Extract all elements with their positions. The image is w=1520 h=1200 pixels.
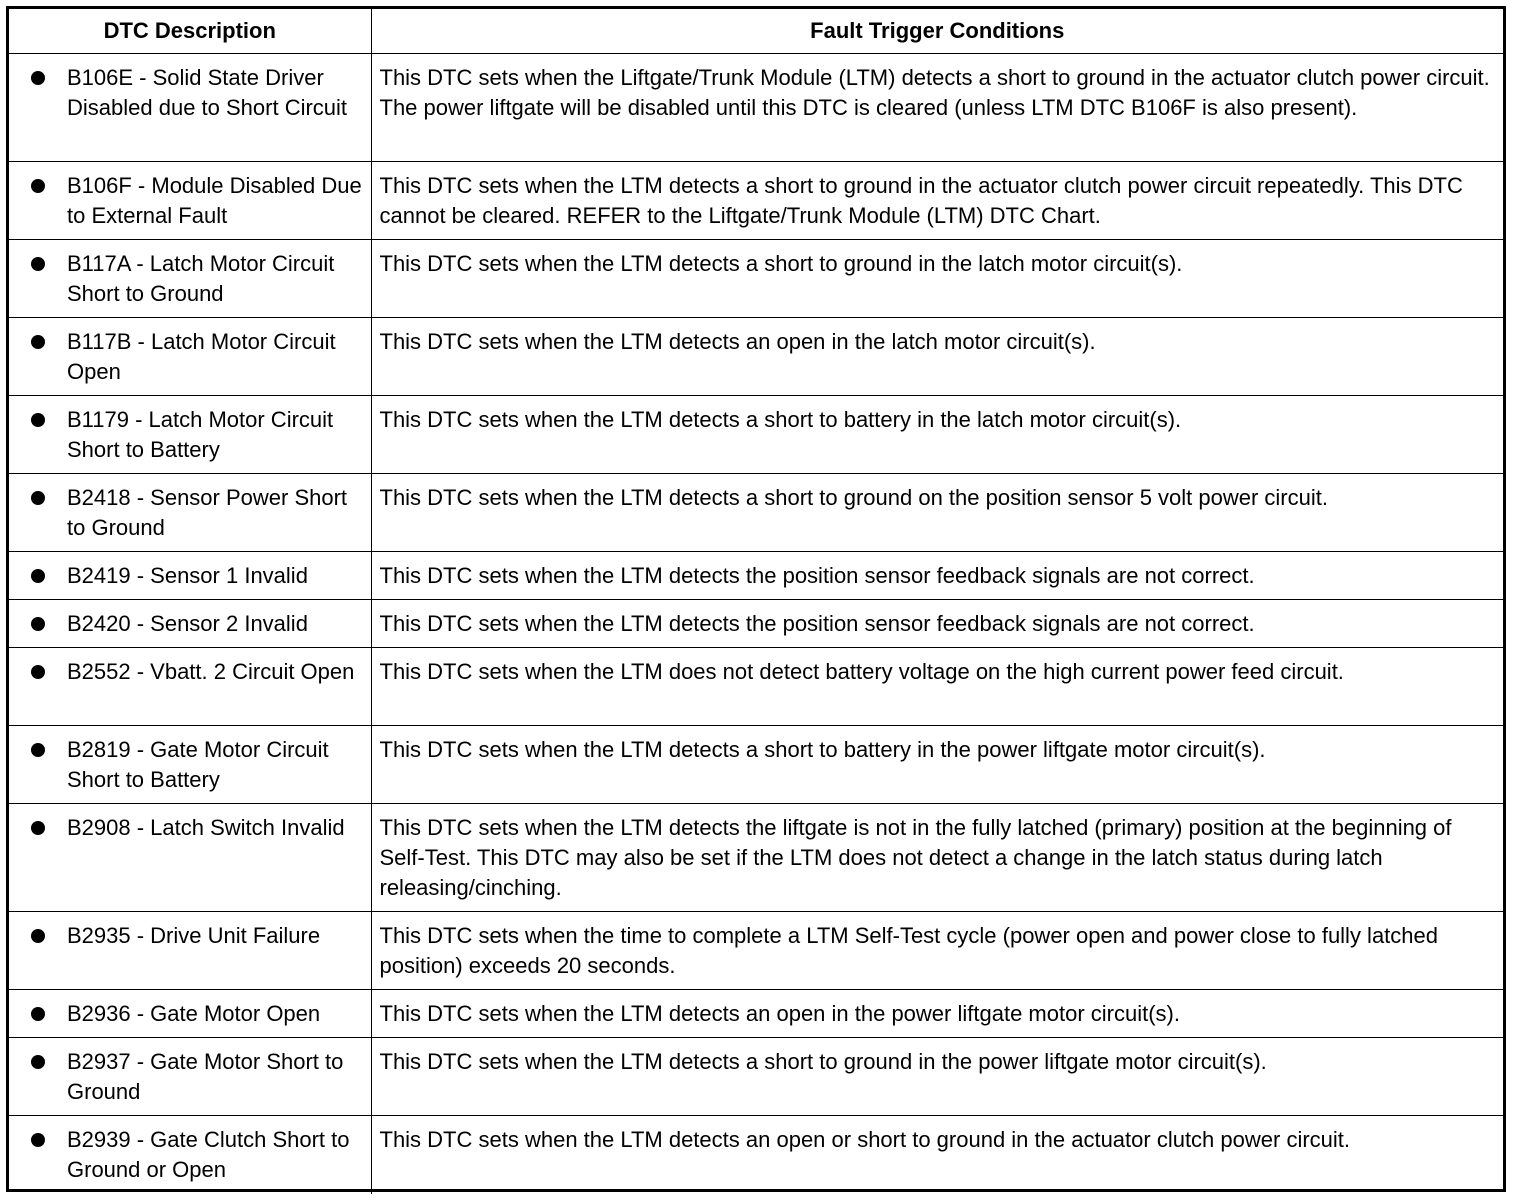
header-dtc-description: DTC Description <box>9 9 371 54</box>
dtc-bullet-item <box>31 483 365 543</box>
dtc-code-label: B117A - Latch Motor Circuit Short to Ground <box>67 251 335 306</box>
table-row <box>9 804 1503 912</box>
table-row <box>9 726 1503 804</box>
dtc-description-cell <box>9 600 371 648</box>
dtc-bullet-item <box>31 1125 365 1185</box>
fault-condition-cell: This DTC sets when the LTM detects a short to ground in the actuator clutch power circuit repeatedly. This DTC cannot be cleared. REFER to the Liftgate/Trunk Module (LTM) DTC Chart. <box>371 162 1503 240</box>
dtc-table <box>9 9 1503 1194</box>
table-row <box>9 318 1503 396</box>
dtc-code-label: B2418 - Sensor Power Short to Ground <box>67 485 348 540</box>
dtc-bullet-item <box>31 609 365 639</box>
dtc-bullet-item <box>31 327 365 387</box>
bullet-icon <box>31 71 45 85</box>
dtc-code-label: B2936 - Gate Motor Open <box>67 1001 321 1026</box>
fault-condition-cell: This DTC sets when the LTM detects a short to ground in the latch motor circuit(s). <box>371 240 1503 318</box>
fault-condition-cell: This DTC sets when the LTM detects an open in the latch motor circuit(s). <box>371 318 1503 396</box>
dtc-bullet-item <box>31 999 365 1029</box>
bullet-icon <box>31 491 45 505</box>
table-row <box>9 162 1503 240</box>
table-row <box>9 474 1503 552</box>
dtc-bullet-item <box>31 813 365 843</box>
bullet-icon <box>31 665 45 679</box>
dtc-code-label: B106F - Module Disabled Due to External Fault <box>67 173 362 228</box>
dtc-description-cell <box>9 1116 371 1194</box>
table-row <box>9 648 1503 726</box>
dtc-code-label: B2419 - Sensor 1 Invalid <box>67 563 308 588</box>
dtc-code-label: B2420 - Sensor 2 Invalid <box>67 611 308 636</box>
fault-condition-cell: This DTC sets when the LTM detects a short to battery in the latch motor circuit(s). <box>371 396 1503 474</box>
dtc-description-cell <box>9 804 371 912</box>
fault-condition-cell: This DTC sets when the LTM detects the position sensor feedback signals are not correct. <box>371 552 1503 600</box>
dtc-description-cell <box>9 240 371 318</box>
fault-condition-cell: This DTC sets when the Liftgate/Trunk Module (LTM) detects a short to ground in the actuator clutch power circuit. The power liftgate will be disabled until this DTC is cleared (unless LTM DTC B106F is also present). <box>371 54 1503 162</box>
dtc-description-cell <box>9 162 371 240</box>
dtc-description-cell <box>9 648 371 726</box>
bullet-icon <box>31 1133 45 1147</box>
table-row <box>9 1116 1503 1194</box>
fault-condition-cell: This DTC sets when the time to complete a LTM Self-Test cycle (power open and power close to fully latched position) exceeds 20 seconds. <box>371 912 1503 990</box>
dtc-description-cell <box>9 54 371 162</box>
dtc-description-cell <box>9 726 371 804</box>
dtc-description-cell <box>9 396 371 474</box>
fault-condition-cell: This DTC sets when the LTM detects the liftgate is not in the fully latched (primary) position at the beginning of Self-Test. This DTC may also be set if the LTM does not detect a change in the latch status during latch releasing/cinching. <box>371 804 1503 912</box>
bullet-icon <box>31 335 45 349</box>
table-row <box>9 240 1503 318</box>
bullet-icon <box>31 617 45 631</box>
table-row <box>9 912 1503 990</box>
dtc-description-cell <box>9 318 371 396</box>
table-row <box>9 396 1503 474</box>
dtc-code-label: B1179 - Latch Motor Circuit Short to Battery <box>67 407 334 462</box>
fault-condition-cell: This DTC sets when the LTM does not detect battery voltage on the high current power feed circuit. <box>371 648 1503 726</box>
bullet-icon <box>31 1055 45 1069</box>
table-row <box>9 600 1503 648</box>
dtc-code-label: B2552 - Vbatt. 2 Circuit Open <box>67 659 355 684</box>
dtc-description-cell <box>9 990 371 1038</box>
fault-condition-cell: This DTC sets when the LTM detects a short to ground on the position sensor 5 volt power circuit. <box>371 474 1503 552</box>
dtc-description-cell <box>9 1038 371 1116</box>
dtc-bullet-item <box>31 921 365 951</box>
bullet-icon <box>31 929 45 943</box>
dtc-bullet-item <box>31 735 365 795</box>
bullet-icon <box>31 743 45 757</box>
bullet-icon <box>31 179 45 193</box>
dtc-code-label: B106E - Solid State Driver Disabled due to Short Circuit <box>67 65 348 120</box>
table-row <box>9 990 1503 1038</box>
bullet-icon <box>31 413 45 427</box>
fault-condition-cell: This DTC sets when the LTM detects an open in the power liftgate motor circuit(s). <box>371 990 1503 1038</box>
table-body <box>9 54 1503 1194</box>
dtc-bullet-item <box>31 171 365 231</box>
dtc-bullet-item <box>31 405 365 465</box>
table-row <box>9 54 1503 162</box>
bullet-icon <box>31 1007 45 1021</box>
fault-condition-cell: This DTC sets when the LTM detects an open or short to ground in the actuator clutch power circuit. <box>371 1116 1503 1194</box>
bullet-icon <box>31 257 45 271</box>
fault-condition-cell: This DTC sets when the LTM detects a short to ground in the power liftgate motor circuit(s). <box>371 1038 1503 1116</box>
fault-condition-cell: This DTC sets when the LTM detects a short to battery in the power liftgate motor circuit(s). <box>371 726 1503 804</box>
header-fault-trigger-conditions: Fault Trigger Conditions <box>371 9 1503 54</box>
dtc-bullet-item <box>31 249 365 309</box>
dtc-code-label: B2935 - Drive Unit Failure <box>67 923 321 948</box>
dtc-description-cell <box>9 912 371 990</box>
dtc-bullet-item <box>31 657 365 687</box>
dtc-bullet-item <box>31 561 365 591</box>
bullet-icon <box>31 821 45 835</box>
dtc-bullet-item <box>31 1047 365 1107</box>
dtc-code-label: B2908 - Latch Switch Invalid <box>67 815 345 840</box>
dtc-description-cell <box>9 474 371 552</box>
fault-condition-cell: This DTC sets when the LTM detects the position sensor feedback signals are not correct. <box>371 600 1503 648</box>
table-header-row <box>9 9 1503 54</box>
dtc-code-label: B2937 - Gate Motor Short to Ground <box>67 1049 344 1104</box>
dtc-description-cell <box>9 552 371 600</box>
bullet-icon <box>31 569 45 583</box>
table-row <box>9 552 1503 600</box>
table-row <box>9 1038 1503 1116</box>
dtc-bullet-item <box>31 63 365 123</box>
dtc-code-label: B2819 - Gate Motor Circuit Short to Battery <box>67 737 329 792</box>
dtc-code-label: B117B - Latch Motor Circuit Open <box>67 329 336 384</box>
dtc-table-container <box>6 6 1506 1192</box>
dtc-code-label: B2939 - Gate Clutch Short to Ground or Open <box>67 1127 350 1182</box>
